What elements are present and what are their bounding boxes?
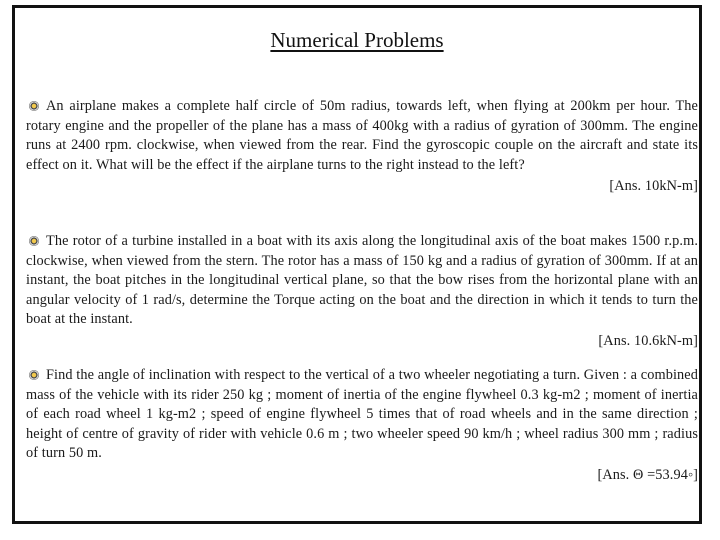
answer-text: [Ans. 10kN-m] [609, 178, 698, 194]
problem-item [26, 97, 698, 197]
page-title: Numerical Problems [270, 28, 444, 52]
problem-text: The rotor of a turbine installed in a boat with its axis along the longitudinal axis of the boat makes 1500 r.p.m. clockwise, when viewed from the stern. The rotor has a mass of 150 kg and a radius of gyration of 300mm. If at an instant, the boat pitches in the longitudinal vertical plane, so that the bow rises from the horizontal plane with an angular velocity of 1 rad/s, determine the Torque acting on the boat and the direction in which it tends to turn the boat at the instant. [26, 233, 698, 327]
slide-frame [12, 5, 702, 524]
bullet-icon [29, 236, 39, 246]
problem-item [26, 232, 698, 351]
problem-item [26, 366, 698, 485]
bullet-icon [29, 370, 39, 380]
problem-text: Find the angle of inclination with respect to the vertical of a two wheeler negotiating a turn. Given : a combined mass of the vehicle with its rider 250 kg ; moment of inertia of the engine flywheel 0.3 kg-m2 ; moment of inertia of each road wheel 1 kg-m2 ; speed of engine flywheel 5 times that of road wheels and in the same direction ; height of centre of gravity of rider with vehicle 0.6 m ; two wheeler speed 90 km/h ; wheel radius 300 mm ; radius of turn 50 m. [26, 367, 698, 461]
answer-text: [Ans. Θ =53.94◦] [597, 466, 698, 483]
bullet-icon [29, 101, 39, 111]
problem-text: An airplane makes a complete half circle of 50m radius, towards left, when flying at 200km per hour. The rotary engine and the propeller of the plane has a mass of 400kg with a radius of gyration of 300mm. The engine runs at 2400 rpm. clockwise, when viewed from the rear. Find the gyroscopic couple on the aircraft and state its effect on it. What will be the effect if the airplane turns to the right instead to the left? [26, 98, 698, 173]
answer-text: [Ans. 10.6kN-m] [598, 332, 698, 349]
